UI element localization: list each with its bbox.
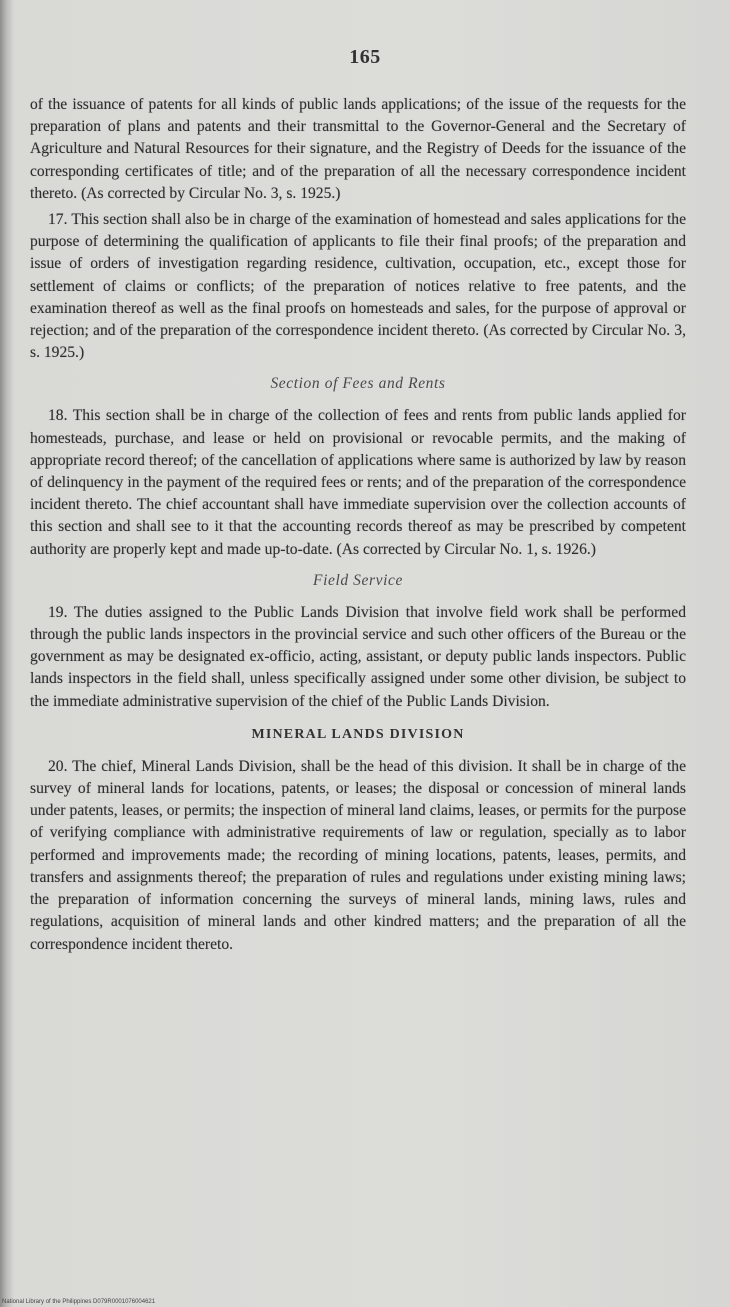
paragraph-17: 17. This section shall also be in charge of the examination of homestead and sales applications for the purpose of determining the qualification of applicants to file their final proofs; of the preparation and issue of orders of investigation regarding residence, cultivation, occupation, etc., except those for settlement of claims or conflicts; of the preparation of notices relative to free patents, and the examination thereof as well as the final proofs on homesteads and sales, for the purpose of approval or rejection; and of the preparation of the correspondence incident thereto. (As corrected by Circular No. 3, s. 1925.): [30, 211, 686, 362]
paragraph-19: 19. The duties assigned to the Public Lands Division that involve field work shall be performed through the public lands inspectors in the provincial service and such other officers of the Bureau or the government as may be designated ex-officio, acting, assistant, or deputy public lands inspectors. Public lands inspectors in the field shall, unless specifically assigned under some other division, be subject to the immediate administrative supervision of the chief of the Public Lands Division.: [30, 603, 686, 710]
paragraph-16-continued: of the issuance of patents for all kinds of public lands applications; of the issue of the requests for the preparation of plans and patents and their transmittal to the Governor-General and the Secretary of Agriculture and Natural Resources for their signature, and the Registry of Deeds for the issuance of the corresponding certificates of title; and of the preparation of all the necessary correspondence incident thereto. (As corrected by Circular No. 3, s. 1925.): [30, 96, 686, 202]
archive-watermark: National Library of the Philippines D079R0001076004621: [2, 1299, 156, 1305]
heading-mineral-lands-division: MINERAL LANDS DIVISION: [251, 726, 465, 742]
paragraph-20: 20. The chief, Mineral Lands Division, shall be the head of this division. It shall be in charge of the survey of mineral lands for locations, patents, or leases; the disposal or concession of mineral lands under patents, leases, or permits; the inspection of mineral land claims, leases, or permits for the purpose of verifying compliance with administrative requirements of law or regulation, specially as to labor performed and improvements made; the recording of mining locations, patents, leases, permits, and transfers and assignments thereof; the preparation of rules and regulations under existing mining laws; the preparation of information concerning the surveys of mineral lands, mining laws, rules and regulations, acquisition of mineral lands and other kindred matters; and the preparation of all the correspondence incident thereto.: [30, 757, 686, 953]
paragraph-18: 18. This section shall be in charge of the collection of fees and rents from public lands applied for homesteads, purchase, and lease or held on provisional or revocable permits, and the making of appropriate record thereof; of the cancellation of applications where same is authorized by law by reason of delinquency in the payment of the required fees or rents; and of the preparation of the correspondence incident thereto. The chief accountant shall have immediate supervision over the collection accounts of this section and shall see to it that the accounting records thereof as may be prescribed by competent authority are properly kept and made up-to-date. (As corrected by Circular No. 1, s. 1926.): [30, 407, 686, 558]
page-number: 165: [349, 46, 381, 68]
heading-field-service: Field Service: [313, 571, 403, 589]
heading-section-of-fees-and-rents: Section of Fees and Rents: [270, 375, 446, 393]
page-body: [30, 94, 686, 956]
